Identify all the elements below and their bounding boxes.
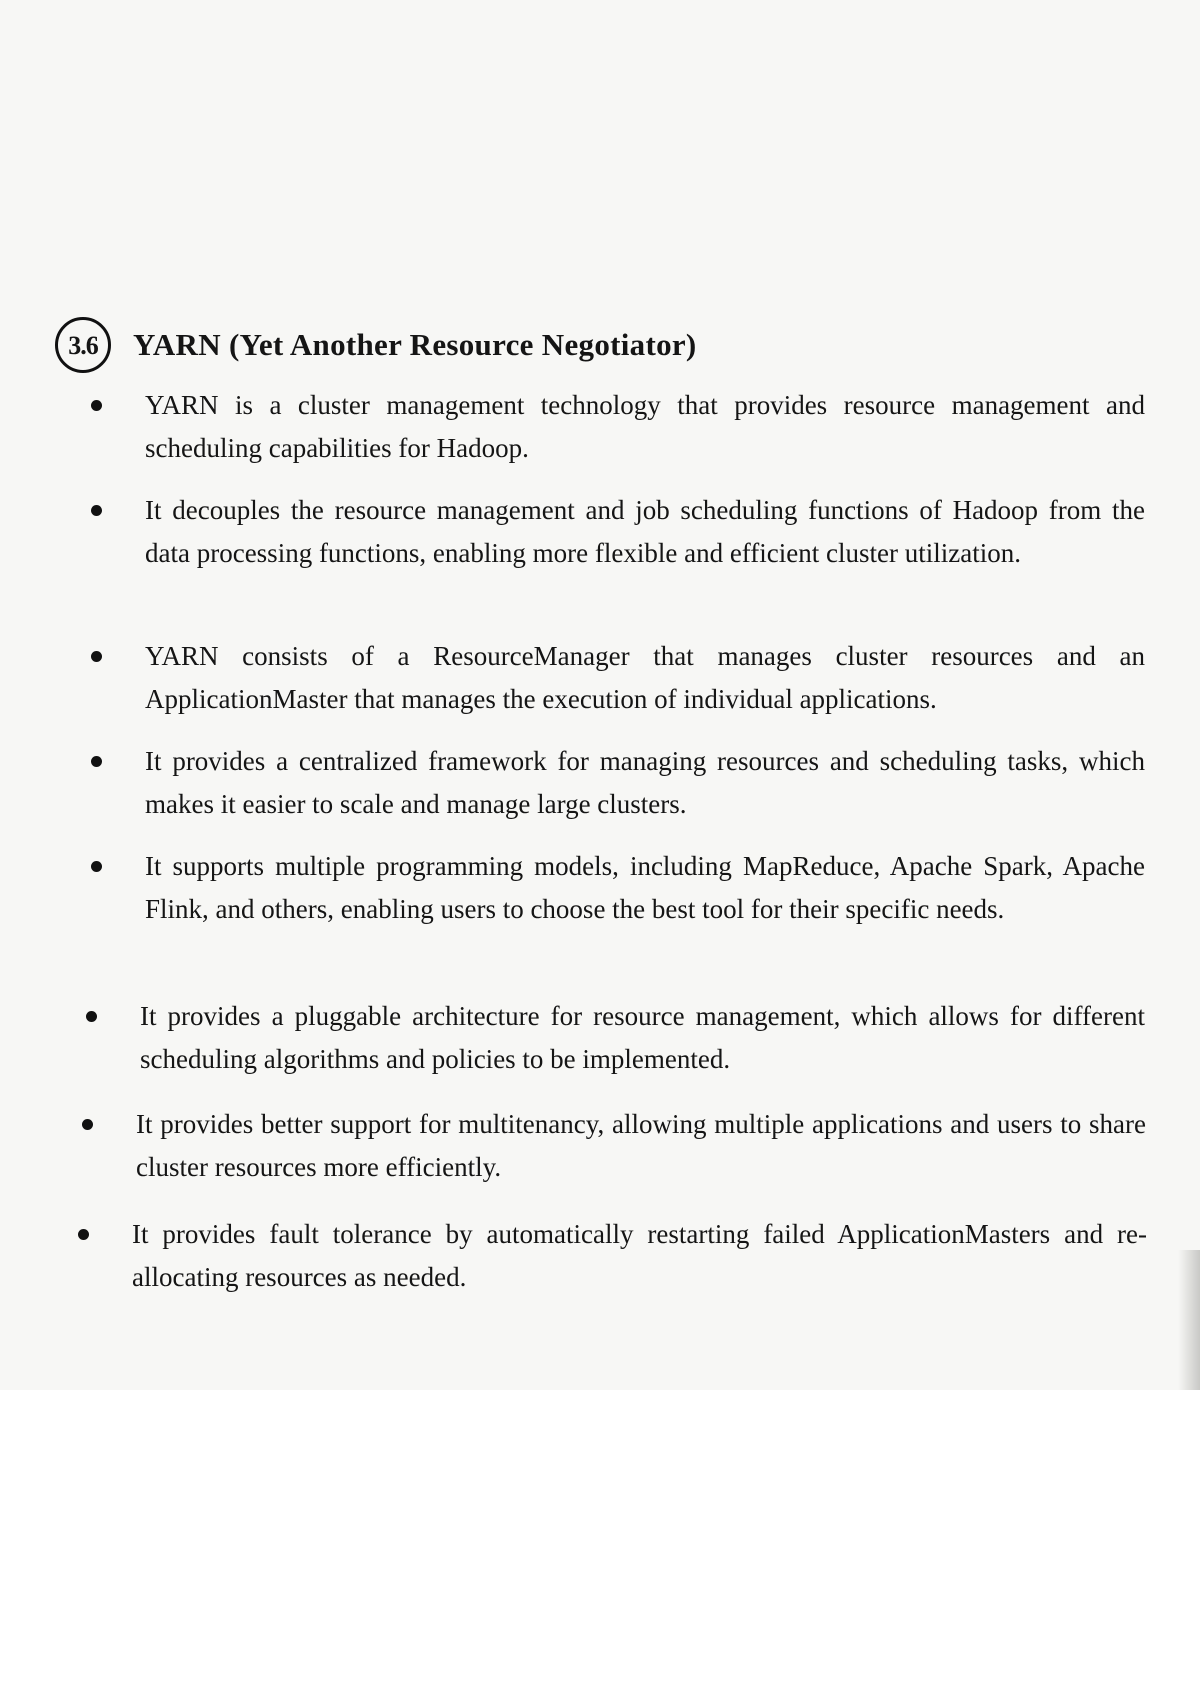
section-yarn <box>55 315 1185 375</box>
bullet-item: It provides fault tolerance by automatically restarting failed ApplicationMasters and re-allocating resources as needed. <box>132 1213 1147 1299</box>
page-edge-shadow <box>1178 1250 1200 1390</box>
bullet-item: It provides a pluggable architecture for resource management, which allows for different scheduling algorithms and policies to be implemented. <box>140 995 1145 1081</box>
bullet-item: YARN consists of a ResourceManager that manages cluster resources and an ApplicationMaster that manages the execution of individual applications. <box>145 635 1145 721</box>
bullet-item: YARN is a cluster management technology that provides resource management and scheduling capabilities for Hadoop. <box>145 384 1145 470</box>
section-number-circled: 3.6 <box>55 317 111 373</box>
bullet-item: It decouples the resource management and job scheduling functions of Hadoop from the data processing functions, enabling more flexible and efficient cluster utilization. <box>145 489 1145 575</box>
bullet-item: It provides better support for multitenancy, allowing multiple applications and users to share cluster resources more efficiently. <box>136 1103 1146 1189</box>
bullet-item: It provides a centralized framework for managing resources and scheduling tasks, which makes it easier to scale and manage large clusters. <box>145 740 1145 826</box>
section-title: YARN (Yet Another Resource Negotiator) <box>133 327 697 362</box>
section-heading <box>55 315 1185 375</box>
bullet-item: It supports multiple programming models, including MapReduce, Apache Spark, Apache Flink, and others, enabling users to choose the best tool for their specific needs. <box>145 845 1145 931</box>
